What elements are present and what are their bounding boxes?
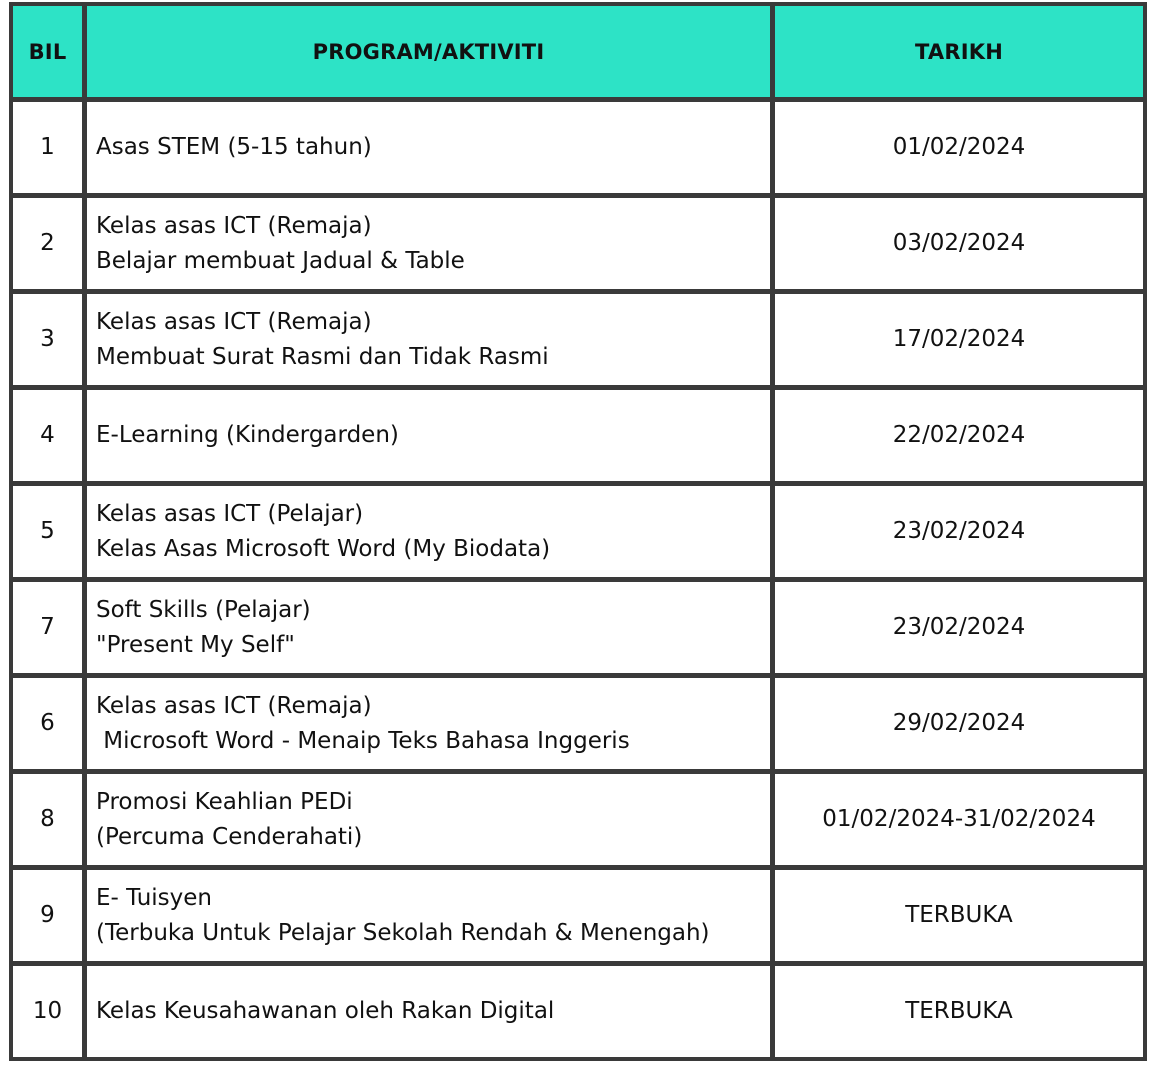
cell-tarikh: TERBUKA <box>774 869 1144 962</box>
program-line: Microsoft Word - Menaip Teks Bahasa Inggeris <box>96 727 630 754</box>
cell-tarikh: 01/02/2024 <box>774 101 1144 194</box>
cell-tarikh: 03/02/2024 <box>774 197 1144 290</box>
cell-bil: 5 <box>12 485 83 578</box>
table-row <box>12 677 1144 770</box>
cell-tarikh: 22/02/2024 <box>774 389 1144 482</box>
cell-program <box>86 197 771 290</box>
cell-tarikh: 23/02/2024 <box>774 485 1144 578</box>
cell-bil: 7 <box>12 581 83 674</box>
cell-bil: 4 <box>12 389 83 482</box>
program-line: Kelas asas ICT (Remaja) <box>96 692 372 719</box>
table-body <box>12 101 1144 1058</box>
cell-program <box>86 773 771 866</box>
cell-tarikh: 17/02/2024 <box>774 293 1144 386</box>
program-line: (Percuma Cenderahati) <box>96 823 363 850</box>
program-line: Membuat Surat Rasmi dan Tidak Rasmi <box>96 343 549 370</box>
table-row <box>12 485 1144 578</box>
program-line: Promosi Keahlian PEDi <box>96 788 353 815</box>
program-line: Soft Skills (Pelajar) <box>96 596 311 623</box>
cell-bil: 9 <box>12 869 83 962</box>
program-line: E-Learning (Kindergarden) <box>96 422 399 448</box>
table-row <box>12 293 1144 386</box>
cell-bil: 8 <box>12 773 83 866</box>
cell-tarikh: TERBUKA <box>774 965 1144 1058</box>
program-line: E- Tuisyen <box>96 884 212 911</box>
table-row <box>12 965 1144 1058</box>
cell-program <box>86 389 771 482</box>
table-header <box>12 5 1144 98</box>
program-line: Kelas Keusahawanan oleh Rakan Digital <box>96 998 555 1024</box>
table-row <box>12 101 1144 194</box>
cell-bil: 6 <box>12 677 83 770</box>
cell-tarikh: 01/02/2024-31/02/2024 <box>774 773 1144 866</box>
table-row <box>12 869 1144 962</box>
header-program: PROGRAM/AKTIVITI <box>86 5 771 98</box>
program-line: Belajar membuat Jadual & Table <box>96 247 465 274</box>
cell-program <box>86 965 771 1058</box>
program-line: Asas STEM (5-15 tahun) <box>96 134 372 160</box>
cell-bil: 2 <box>12 197 83 290</box>
program-line: Kelas asas ICT (Pelajar) <box>96 500 364 527</box>
cell-program <box>86 581 771 674</box>
program-line: Kelas asas ICT (Remaja) <box>96 212 372 239</box>
header-tarikh: TARIKH <box>774 5 1144 98</box>
cell-program <box>86 293 771 386</box>
cell-program <box>86 101 771 194</box>
table-row <box>12 773 1144 866</box>
cell-bil: 1 <box>12 101 83 194</box>
program-line: Kelas asas ICT (Remaja) <box>96 308 372 335</box>
cell-program <box>86 869 771 962</box>
cell-program <box>86 485 771 578</box>
program-line: "Present My Self" <box>96 631 295 658</box>
schedule-table <box>9 2 1147 1061</box>
program-line: Kelas Asas Microsoft Word (My Biodata) <box>96 535 551 562</box>
table-row <box>12 581 1144 674</box>
table-row <box>12 389 1144 482</box>
header-bil: BIL <box>12 5 83 98</box>
header-row <box>12 5 1144 98</box>
cell-tarikh: 23/02/2024 <box>774 581 1144 674</box>
cell-tarikh: 29/02/2024 <box>774 677 1144 770</box>
program-line: (Terbuka Untuk Pelajar Sekolah Rendah & Menengah) <box>96 919 710 946</box>
cell-bil: 10 <box>12 965 83 1058</box>
cell-program <box>86 677 771 770</box>
table-row <box>12 197 1144 290</box>
cell-bil: 3 <box>12 293 83 386</box>
